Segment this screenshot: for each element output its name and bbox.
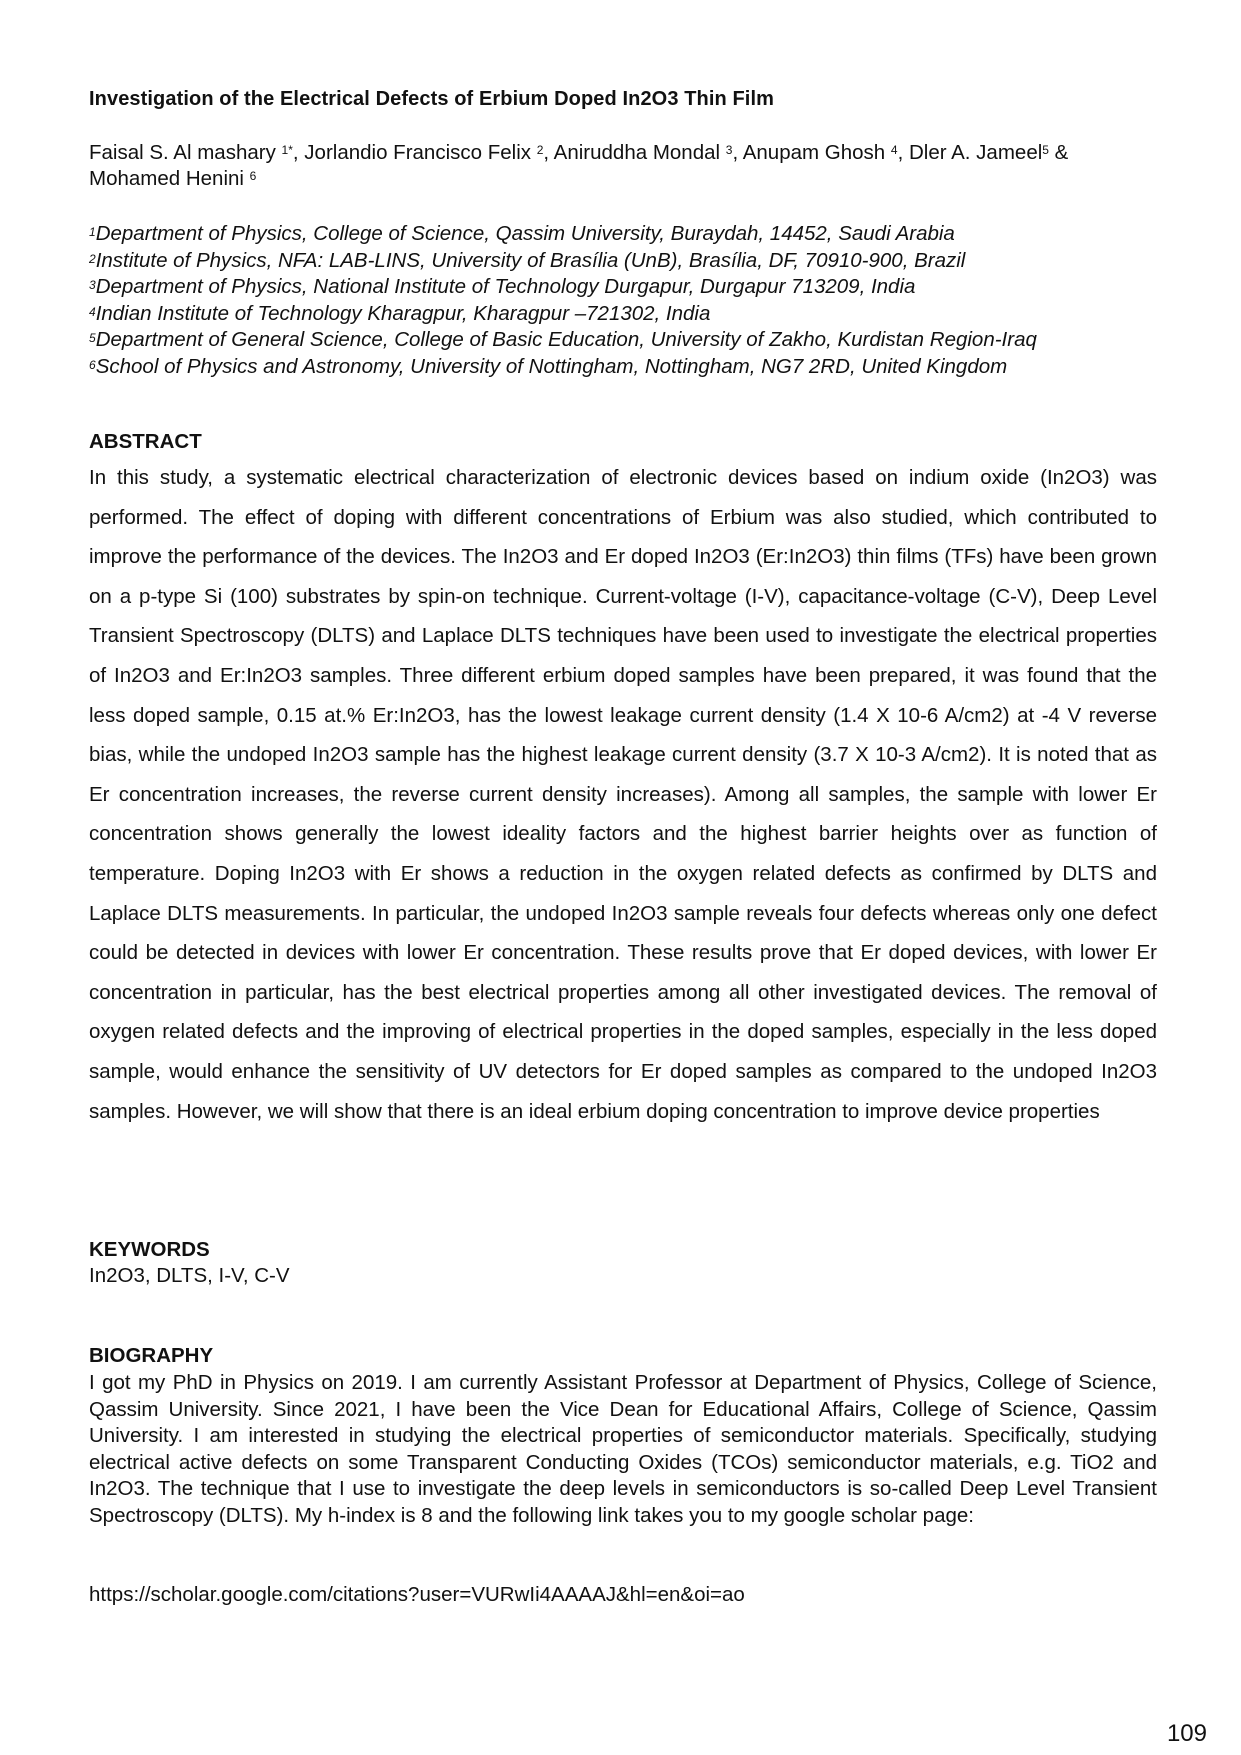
affiliation: $^1$Department of Physics, College of Science, Qassim University, Buraydah, 14452, Saudi Arabia [89, 222, 955, 245]
abstract-heading: ABSTRACT [89, 430, 202, 453]
affiliation: $^5$Department of General Science, College of Basic Education, University of Zakho, Kurdistan Region-Iraq [89, 328, 1037, 351]
abstract-body: In this study, a systematic electrical characterization of electronic devices based on indium oxide (In2O3) was performed. The effect of doping with different concentrations of Erbium was also studied, which contributed to improve the performance of the devices. The In2O3 and Er doped In2O3 (Er:In2O3) thin films (TFs) have been grown on a p-type Si (100) substrates by spin-on technique. Current-voltage (I-V), capacitance-voltage (C-V), Deep Level Transient Spectroscopy (DLTS) and Laplace DLTS techniques have been used to investigate the electrical properties of In2O3 and Er:In2O3 samples. Three different erbium doped samples have been prepared, it was found that the less doped sample, 0.15 at.% Er:In2O3, has the lowest leakage current density (1.4 X 10-6 A/cm2) at -4 V reverse bias, while the undoped In2O3 sample has the highest leakage current density (3.7 X 10-3 A/cm2). It is noted that as Er concentration increases, the reverse current density increases). Among all samples, the sample with lower Er concentration shows generally the lowest ideality factors and the highest barrier heights over as function of temperature. Doping In2O3 with Er shows a reduction in the oxygen related defects as confirmed by DLTS and Laplace DLTS measurements. In particular, the undoped In2O3 sample reveals four defects whereas only one defect could be detected in devices with lower Er concentration. These results prove that Er doped devices, with lower Er concentration in particular, has the best electrical properties among all other investigated devices. The removal of oxygen related defects and the improving of electrical properties in the doped samples, especially in the less doped sample, would enhance the sensitivity of UV detectors for Er doped samples as compared to the undoped In2O3 samples. However, we will show that there is an ideal erbium doping concentration to improve device properties [89, 466, 1157, 1123]
author: Mohamed Henini $^6$ [89, 167, 257, 190]
author: Dler A. Jameel$^5$ & [908, 141, 1069, 164]
affiliation: $^3$Department of Physics, National Institute of Technology Durgapur, Durgapur 713209, India [89, 275, 916, 298]
affiliation: $^2$Institute of Physics, NFA: LAB-LINS, University of Brasília (UnB), Brasília, DF, 70910-900, Brazil [89, 248, 966, 272]
scholar-link[interactable]: https://scholar.google.com/citations?user=VURwIi4AAAAJ&hl=en&oi=ao [89, 1583, 745, 1606]
keywords-text: In2O3, DLTS, I-V, C-V [89, 1264, 290, 1287]
keywords-heading: KEYWORDS [89, 1238, 210, 1261]
author: Jorlandio Francisco Felix $^2$, [304, 141, 554, 164]
page-number: 109 [1166, 1720, 1207, 1747]
affiliation: $^4$Indian Institute of Technology Kharagpur, Kharagpur –721302, India [89, 301, 711, 325]
author: Aniruddha Mondal $^3$, [553, 141, 743, 164]
author: Faisal S. Al mashary $^{1*}$, [89, 141, 305, 164]
author-list [89, 140, 1157, 192]
biography-heading: BIOGRAPHY [89, 1344, 214, 1367]
affiliation-list [89, 221, 1169, 380]
paper-title: Investigation of the Electrical Defects of Erbium Doped In2O3 Thin Film [89, 88, 774, 110]
author: Anupam Ghosh $^4$, [742, 141, 909, 164]
affiliation: $^6$School of Physics and Astronomy, University of Nottingham, Nottingham, NG7 2RD, United Kingdom [89, 354, 1008, 378]
biography-body: I got my PhD in Physics on 2019. I am currently Assistant Professor at Department of Physics, College of Science, Qassim University. Since 2021, I have been the Vice Dean for Educational Affairs, College of Science, Qassim University. I am interested in studying the electrical properties of semiconductor materials. Specifically, studying electrical active defects on some Transparent Conducting Oxides (TCOs) semiconductor materials, e.g. TiO2 and In2O3. The technique that I use to investigate the deep levels in semiconductors is so-called Deep Level Transient Spectroscopy (DLTS). My h-index is 8 and the following link takes you to my google scholar page: [89, 1371, 1157, 1527]
